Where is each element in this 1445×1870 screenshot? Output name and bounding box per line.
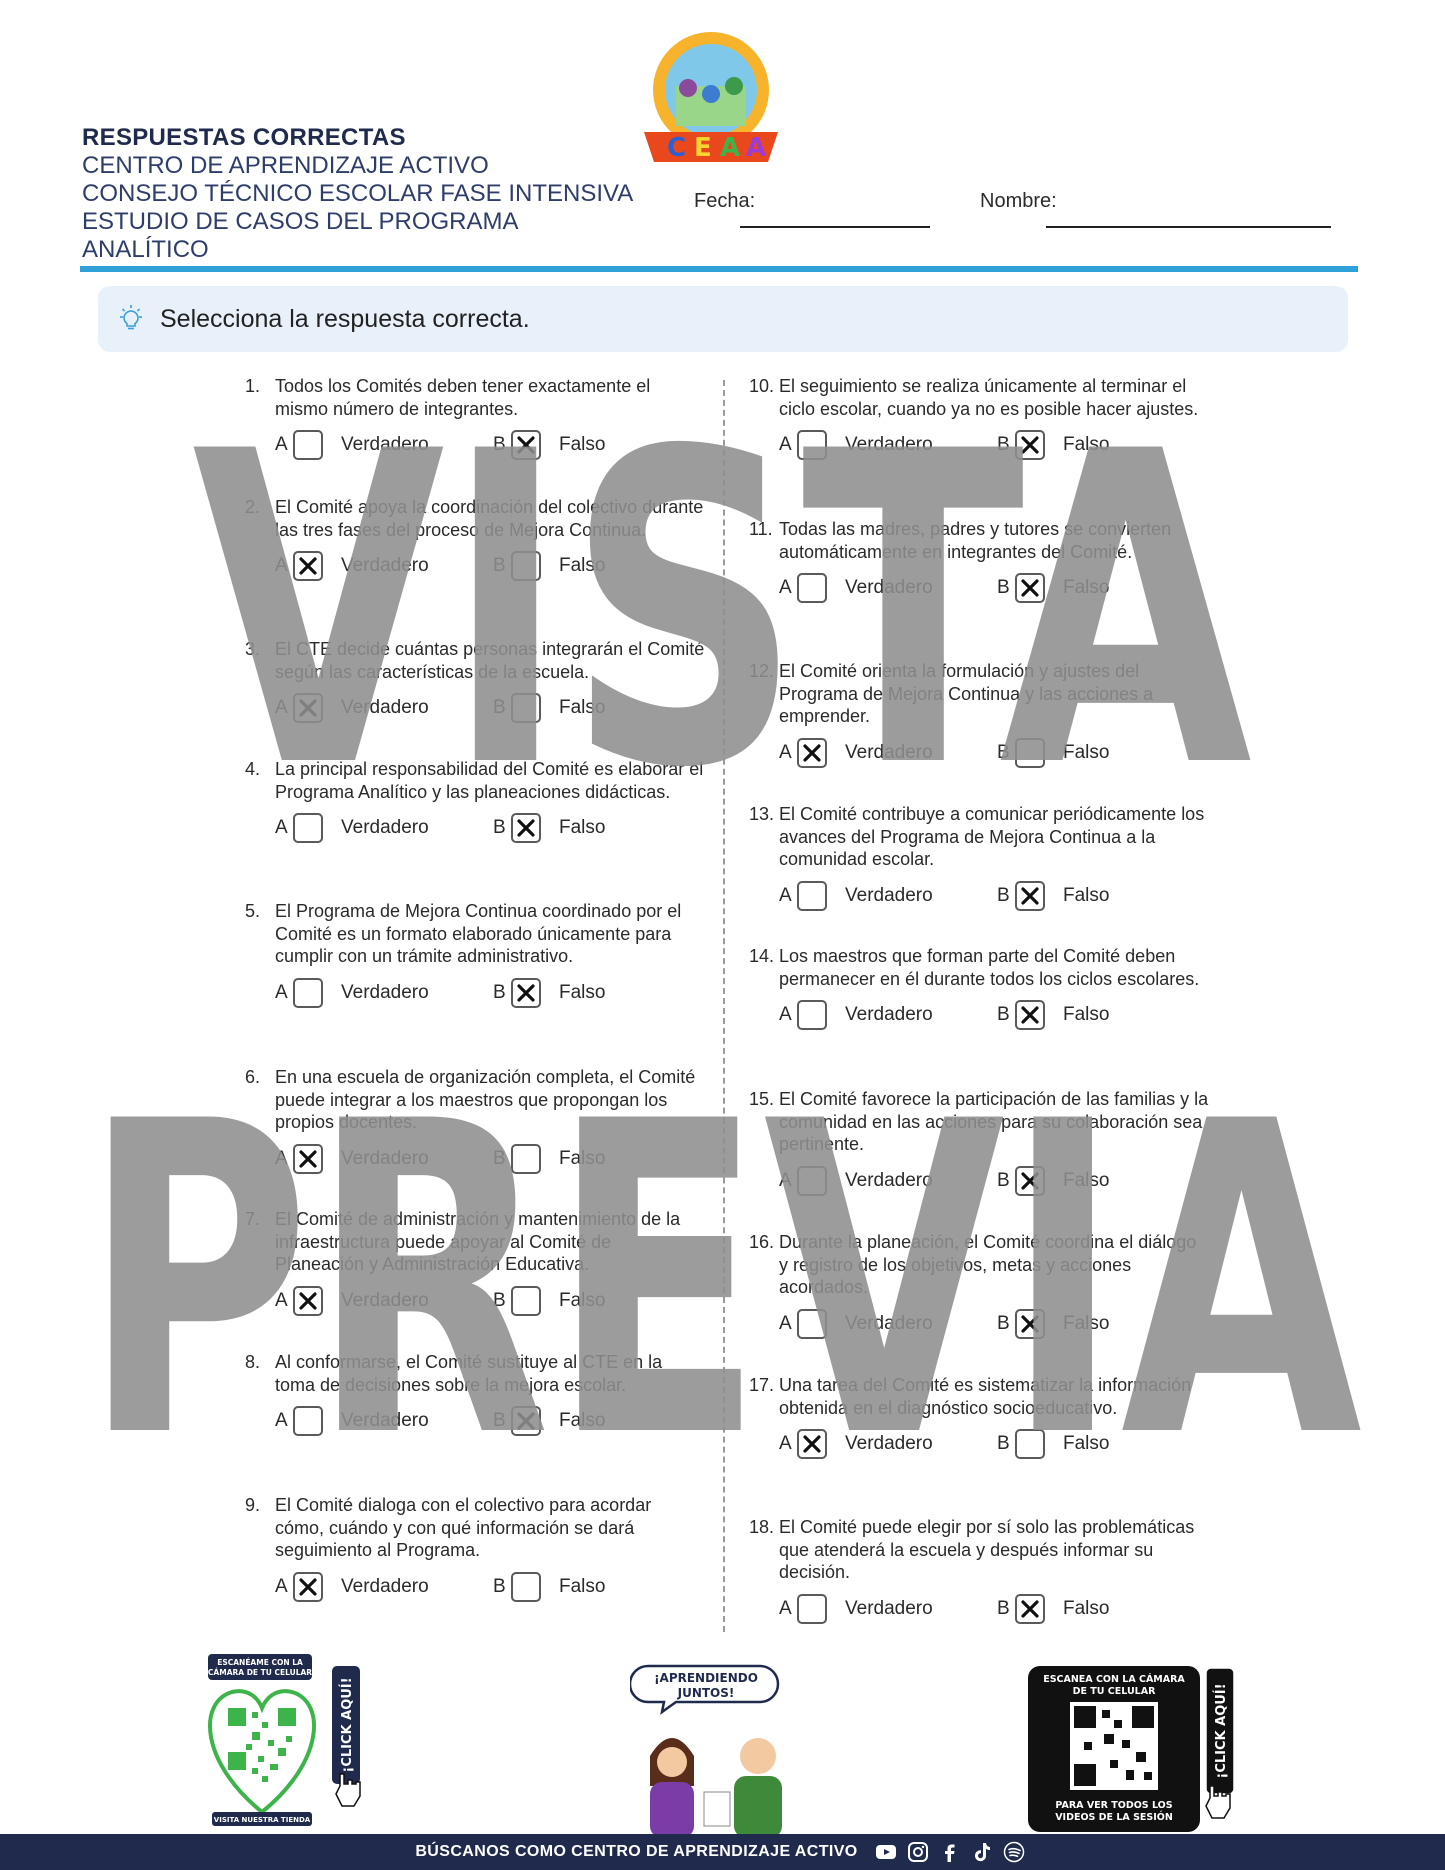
answer-checkbox[interactable] — [293, 1572, 323, 1602]
question-item — [749, 1088, 1209, 1191]
x-mark-icon — [1020, 578, 1040, 598]
option-label: Verdadero — [341, 1148, 429, 1169]
option-label: Falso — [1063, 742, 1110, 763]
question-body: El Comité favorece la participación de las familias y la comunidad en las acciones para su colaboración sea pertinente. — [779, 1089, 1209, 1154]
option-label: Verdadero — [845, 1170, 933, 1191]
option-label: Verdadero — [845, 434, 933, 455]
option-letter: A — [275, 1576, 288, 1597]
videos-qr[interactable] — [1026, 1664, 1236, 1834]
answer-options — [275, 691, 705, 725]
store-qr-heart[interactable] — [200, 1652, 380, 1828]
fecha-field[interactable] — [740, 226, 930, 228]
question-item — [245, 758, 705, 838]
option-label: Falso — [1063, 577, 1110, 598]
question-body: Al conformarse, el Comité sustituye al CTE en la toma de decisiones sobre la mejora escolar. — [275, 1352, 663, 1395]
instruction-text: Selecciona la respuesta correcta. — [160, 304, 530, 333]
question-number: 10. — [749, 376, 775, 396]
option-label: Falso — [1063, 1170, 1110, 1191]
option-label: Verdadero — [845, 1433, 933, 1454]
question-item — [749, 660, 1209, 763]
answer-options — [779, 736, 1209, 770]
answer-options — [779, 1307, 1209, 1341]
question-item — [245, 375, 705, 455]
answer-checkbox[interactable] — [511, 1572, 541, 1602]
option-a[interactable] — [779, 879, 933, 913]
option-b[interactable] — [493, 1404, 605, 1438]
option-b[interactable] — [493, 1142, 605, 1176]
answer-checkbox[interactable] — [797, 1594, 827, 1624]
facebook-icon[interactable] — [939, 1841, 961, 1863]
question-text — [245, 375, 705, 420]
question-item — [749, 803, 1209, 906]
aprendiendo-juntos-illustration — [630, 1652, 816, 1838]
option-a[interactable] — [779, 1164, 933, 1198]
option-a[interactable] — [275, 691, 429, 725]
question-text — [749, 375, 1209, 420]
question-number: 16. — [749, 1232, 775, 1252]
question-number: 15. — [749, 1089, 775, 1109]
question-text — [245, 638, 705, 683]
option-letter: A — [779, 885, 792, 906]
option-label: Verdadero — [845, 1004, 933, 1025]
x-mark-icon — [298, 698, 318, 718]
option-letter: B — [493, 555, 506, 576]
question-body: Los maestros que forman parte del Comité deben permanecer en él durante todos los ciclos escolares. — [779, 946, 1200, 989]
answer-checkbox[interactable] — [1015, 738, 1045, 768]
question-body: El Comité contribuye a comunicar periódicamente los avances del Programa de Mejora Continua a la comunidad escolar. — [779, 804, 1205, 869]
option-letter: A — [275, 1290, 288, 1311]
option-letter: B — [997, 1004, 1010, 1025]
question-body: Todas las madres, padres y tutores se convierten automáticamente en integrantes del Comité. — [779, 519, 1172, 562]
answer-checkbox[interactable] — [1015, 573, 1045, 603]
option-b[interactable] — [493, 691, 605, 725]
answer-checkbox[interactable] — [511, 978, 541, 1008]
logo-letter-c: C — [667, 133, 687, 163]
answer-checkbox[interactable] — [293, 693, 323, 723]
answer-checkbox[interactable] — [797, 881, 827, 911]
header-line-1: CENTRO DE APRENDIZAJE ACTIVO — [82, 152, 489, 179]
answer-checkbox[interactable] — [1015, 881, 1045, 911]
option-label: Verdadero — [341, 1576, 429, 1597]
option-b[interactable] — [997, 428, 1109, 462]
instagram-icon[interactable] — [907, 1841, 929, 1863]
option-a[interactable] — [275, 1570, 429, 1604]
answer-options — [779, 879, 1209, 913]
logo-letter-e: E — [694, 133, 712, 163]
option-a[interactable] — [779, 1307, 933, 1341]
question-text — [245, 496, 705, 541]
option-letter: A — [779, 1313, 792, 1334]
option-a[interactable] — [779, 736, 933, 770]
header-divider — [80, 266, 1358, 272]
option-b[interactable] — [997, 1427, 1109, 1461]
x-mark-icon — [516, 818, 536, 838]
qr-left-caption-top-1: ESCANÉAME CON LA — [217, 1658, 303, 1667]
option-letter: B — [493, 1290, 506, 1311]
answer-options — [275, 549, 705, 583]
answer-checkbox[interactable] — [1015, 1594, 1045, 1624]
lightbulb-icon — [116, 304, 146, 334]
x-mark-icon — [802, 1434, 822, 1454]
question-text — [245, 1494, 705, 1562]
qr-right-caption-bottom-1: PARA VER TODOS LOS — [1055, 1800, 1173, 1811]
click-here-left[interactable]: ¡CLICK AQUÍ! — [340, 1677, 355, 1773]
question-item — [749, 1374, 1209, 1454]
answer-checkbox[interactable] — [511, 430, 541, 460]
answer-checkbox[interactable] — [1015, 1166, 1045, 1196]
option-label: Verdadero — [341, 697, 429, 718]
answer-options — [275, 428, 705, 462]
option-a[interactable] — [275, 811, 429, 845]
x-mark-icon — [1020, 1599, 1040, 1619]
x-mark-icon — [516, 435, 536, 455]
question-item — [245, 638, 705, 718]
x-mark-icon — [298, 1577, 318, 1597]
question-body: El Comité dialoga con el colectivo para acordar cómo, cuándo y con qué información se dará seguimiento al Programa. — [275, 1495, 652, 1560]
option-letter: A — [275, 697, 288, 718]
option-label: Verdadero — [341, 982, 429, 1003]
option-a[interactable] — [779, 571, 933, 605]
option-a[interactable] — [275, 1404, 429, 1438]
x-mark-icon — [802, 743, 822, 763]
answer-checkbox[interactable] — [511, 693, 541, 723]
option-label: Falso — [559, 434, 606, 455]
answer-options — [779, 998, 1209, 1032]
option-b[interactable] — [493, 1284, 605, 1318]
answer-options — [779, 428, 1209, 462]
option-letter: A — [779, 434, 792, 455]
option-letter: A — [275, 982, 288, 1003]
option-letter: B — [493, 434, 506, 455]
question-body: La principal responsabilidad del Comité es elaborar el Programa Analítico y las planeaciones didácticas. — [275, 759, 704, 802]
answer-options — [779, 1164, 1209, 1198]
header-line-2: CONSEJO TÉCNICO ESCOLAR FASE INTENSIVA — [82, 180, 634, 207]
option-a[interactable] — [275, 976, 429, 1010]
qr-left-caption-top-2: CÁMARA DE TU CELULAR — [207, 1668, 313, 1677]
option-letter: B — [493, 1148, 506, 1169]
option-label: Verdadero — [845, 1313, 933, 1334]
x-mark-icon — [1020, 886, 1040, 906]
question-number: 4. — [245, 759, 261, 779]
option-letter: A — [779, 742, 792, 763]
watermark-line-1: VISTA — [192, 362, 1255, 862]
answer-checkbox[interactable] — [1015, 1429, 1045, 1459]
answer-options — [275, 811, 705, 845]
question-number: 5. — [245, 901, 261, 921]
question-item — [245, 1494, 705, 1597]
answer-checkbox[interactable] — [797, 1429, 827, 1459]
option-label: Falso — [559, 1290, 606, 1311]
question-text — [245, 1066, 705, 1134]
nombre-label: Nombre: — [980, 190, 1057, 212]
x-mark-icon — [516, 983, 536, 1003]
qr-right-caption-top-1: ESCANEA CON LA CÁMARA — [1043, 1674, 1185, 1685]
answer-checkbox[interactable] — [293, 1406, 323, 1436]
answer-options — [779, 1592, 1209, 1626]
option-label: Verdadero — [341, 555, 429, 576]
question-item — [245, 1208, 705, 1311]
option-b[interactable] — [997, 879, 1109, 913]
x-mark-icon — [1020, 1314, 1040, 1334]
option-letter: B — [997, 1313, 1010, 1334]
question-text — [749, 1374, 1209, 1419]
header-title-block — [82, 124, 642, 264]
answer-checkbox[interactable] — [293, 813, 323, 843]
option-b[interactable] — [493, 549, 605, 583]
option-letter: A — [275, 817, 288, 838]
answer-checkbox[interactable] — [797, 1166, 827, 1196]
answer-checkbox[interactable] — [293, 1144, 323, 1174]
question-item — [245, 900, 705, 1003]
option-b[interactable] — [493, 428, 605, 462]
question-item — [749, 375, 1209, 455]
ceaa-logo — [636, 28, 786, 164]
option-label: Verdadero — [845, 885, 933, 906]
fecha-label: Fecha: — [694, 190, 756, 212]
option-a[interactable] — [275, 1142, 429, 1176]
answer-options — [779, 571, 1209, 605]
option-label: Verdadero — [845, 742, 933, 763]
option-label: Falso — [1063, 885, 1110, 906]
qr-right-caption-top-2: DE TU CELULAR — [1072, 1686, 1156, 1697]
option-letter: B — [493, 697, 506, 718]
option-b[interactable] — [997, 1592, 1109, 1626]
option-letter: A — [779, 1170, 792, 1191]
x-mark-icon — [298, 1149, 318, 1169]
question-item — [245, 1351, 705, 1431]
question-number: 17. — [749, 1375, 775, 1395]
question-number: 2. — [245, 497, 261, 517]
answer-checkbox[interactable] — [797, 430, 827, 460]
instruction-bar — [98, 286, 1348, 352]
x-mark-icon — [298, 556, 318, 576]
option-label: Falso — [559, 982, 606, 1003]
question-body: Durante la planeación, el Comité coordina el diálogo y registro de los objetivos, metas y acciones acordados. — [779, 1232, 1197, 1297]
question-number: 1. — [245, 376, 261, 396]
question-body: El Comité apoya la coordinación del colectivo durante las tres fases del proceso de Mejora Continua. — [275, 497, 704, 540]
x-mark-icon — [1020, 435, 1040, 455]
option-b[interactable] — [997, 998, 1109, 1032]
answer-checkbox[interactable] — [511, 1144, 541, 1174]
option-label: Falso — [1063, 434, 1110, 455]
option-label: Verdadero — [341, 1290, 429, 1311]
option-b[interactable] — [493, 811, 605, 845]
question-item — [749, 945, 1209, 1025]
question-number: 6. — [245, 1067, 261, 1087]
logo-letter-a2: A — [746, 133, 767, 163]
option-b[interactable] — [493, 1570, 605, 1604]
question-body: El Comité puede elegir por sí solo las problemáticas que atenderá la escuela y después informar su decisión. — [779, 1517, 1195, 1582]
question-body: El Comité de administración y mantenimiento de la infraestructura puede apoyar al Comité de Planeación y Administración Educativa. — [275, 1209, 681, 1274]
footer-bar — [0, 1834, 1445, 1870]
bubble-line-2: JUNTOS! — [677, 1686, 735, 1700]
answers-title: RESPUESTAS CORRECTAS — [82, 124, 406, 151]
option-letter: B — [997, 742, 1010, 763]
question-body: El Comité orienta la formulación y ajustes del Programa de Mejora Continua y las acciones a emprender. — [779, 661, 1154, 726]
column-divider — [723, 380, 725, 1632]
bubble-line-1: ¡APRENDIENDO — [654, 1671, 758, 1685]
question-text — [245, 758, 705, 803]
answer-checkbox[interactable] — [293, 551, 323, 581]
option-a[interactable] — [779, 1427, 933, 1461]
answer-checkbox[interactable] — [293, 430, 323, 460]
footer-text: BÚSCANOS COMO CENTRO DE APRENDIZAJE ACTIVO — [415, 1843, 858, 1860]
question-number: 14. — [749, 946, 775, 966]
question-text — [749, 945, 1209, 990]
question-item — [245, 1066, 705, 1169]
question-number: 12. — [749, 661, 775, 681]
question-item — [749, 1516, 1209, 1619]
question-body: Todos los Comités deben tener exactamente el mismo número de integrantes. — [275, 376, 651, 419]
option-letter: B — [997, 885, 1010, 906]
logo-letter-a1: A — [720, 133, 741, 163]
option-b[interactable] — [997, 571, 1109, 605]
option-a[interactable] — [275, 1284, 429, 1318]
option-letter: A — [275, 555, 288, 576]
x-mark-icon — [298, 1291, 318, 1311]
question-text — [749, 1516, 1209, 1584]
answer-options — [275, 1142, 705, 1176]
answer-checkbox[interactable] — [1015, 1309, 1045, 1339]
answer-checkbox[interactable] — [797, 573, 827, 603]
question-number: 9. — [245, 1495, 261, 1515]
answer-checkbox[interactable] — [797, 738, 827, 768]
option-letter: A — [275, 1410, 288, 1431]
option-label: Falso — [559, 1148, 606, 1169]
question-text — [749, 660, 1209, 728]
option-label: Verdadero — [341, 1410, 429, 1431]
header-line-3: ESTUDIO DE CASOS DEL PROGRAMA — [82, 208, 519, 235]
option-label: Falso — [1063, 1004, 1110, 1025]
option-a[interactable] — [779, 428, 933, 462]
option-letter: B — [493, 1410, 506, 1431]
answer-options — [275, 1284, 705, 1318]
question-body: Una tarea del Comité es sistematizar la información obtenida en el diagnóstico socioeducativo. — [779, 1375, 1192, 1418]
answer-checkbox[interactable] — [293, 1286, 323, 1316]
option-label: Verdadero — [845, 1598, 933, 1619]
option-label: Falso — [1063, 1433, 1110, 1454]
question-item — [749, 1231, 1209, 1334]
answer-checkbox[interactable] — [1015, 430, 1045, 460]
header-line-4: ANALÍTICO — [82, 236, 209, 263]
x-mark-icon — [1020, 1171, 1040, 1191]
answer-checkbox[interactable] — [1015, 1000, 1045, 1030]
question-item — [749, 518, 1209, 598]
option-letter: B — [493, 817, 506, 838]
x-mark-icon — [516, 1411, 536, 1431]
option-letter: B — [493, 1576, 506, 1597]
youtube-icon[interactable] — [875, 1841, 897, 1863]
option-label: Verdadero — [341, 434, 429, 455]
question-number: 7. — [245, 1209, 261, 1229]
answer-options — [275, 976, 705, 1010]
answer-checkbox[interactable] — [293, 978, 323, 1008]
question-number: 18. — [749, 1517, 775, 1537]
option-letter: A — [779, 1004, 792, 1025]
question-text — [245, 900, 705, 968]
x-mark-icon — [1020, 1005, 1040, 1025]
question-number: 8. — [245, 1352, 261, 1372]
question-text — [245, 1208, 705, 1276]
qr-right-caption-bottom-2: VIDEOS DE LA SESIÓN — [1055, 1812, 1173, 1823]
answer-checkbox[interactable] — [797, 1000, 827, 1030]
option-b[interactable] — [997, 736, 1109, 770]
answer-options — [275, 1570, 705, 1604]
option-letter: A — [779, 1433, 792, 1454]
option-letter: A — [779, 577, 792, 598]
option-label: Verdadero — [845, 577, 933, 598]
option-letter: B — [997, 1598, 1010, 1619]
question-number: 11. — [749, 519, 773, 539]
answer-checkbox[interactable] — [511, 551, 541, 581]
option-a[interactable] — [275, 428, 429, 462]
option-letter: A — [275, 1148, 288, 1169]
question-number: 13. — [749, 804, 775, 824]
option-letter: B — [997, 1170, 1010, 1191]
question-text — [749, 1231, 1209, 1299]
answer-checkbox[interactable] — [511, 1406, 541, 1436]
qr-left-caption-bottom: VISITA NUESTRA TIENDA — [213, 1816, 311, 1824]
question-number: 3. — [245, 639, 261, 659]
option-letter: B — [493, 982, 506, 1003]
tiktok-icon[interactable] — [971, 1841, 993, 1863]
answer-checkbox[interactable] — [797, 1309, 827, 1339]
option-b[interactable] — [493, 976, 605, 1010]
option-a[interactable] — [779, 998, 933, 1032]
option-label: Falso — [559, 817, 606, 838]
option-label: Verdadero — [341, 817, 429, 838]
option-b[interactable] — [997, 1307, 1109, 1341]
question-body: El Programa de Mejora Continua coordinado por el Comité es un formato elaborado únicamente para cumplir con un trámite administrativo. — [275, 901, 682, 966]
option-letter: B — [997, 577, 1010, 598]
option-letter: A — [779, 1598, 792, 1619]
option-label: Falso — [559, 555, 606, 576]
question-body: El CTE decide cuántas personas integrarán el Comité según las características de la escuela. — [275, 639, 705, 682]
option-label: Falso — [559, 1410, 606, 1431]
option-label: Falso — [1063, 1313, 1110, 1334]
answer-options — [275, 1404, 705, 1438]
question-text — [749, 803, 1209, 871]
option-label: Falso — [1063, 1598, 1110, 1619]
question-text — [749, 1088, 1209, 1156]
option-letter: B — [997, 1433, 1010, 1454]
question-item — [245, 496, 705, 576]
nombre-field[interactable] — [1046, 226, 1331, 228]
watermark-line-2: PREVIA — [82, 1032, 1365, 1532]
question-text — [245, 1351, 705, 1396]
spotify-icon[interactable] — [1003, 1841, 1025, 1863]
option-letter: B — [997, 434, 1010, 455]
question-body: El seguimiento se realiza únicamente al terminar el ciclo escolar, cuando ya no es posible hacer ajustes. — [779, 376, 1199, 419]
question-body: En una escuela de organización completa, el Comité puede integrar a los maestros que propongan los propios docentes. — [275, 1067, 696, 1132]
option-letter: A — [275, 434, 288, 455]
click-here-right[interactable]: ¡CLICK AQUÍ! — [1214, 1683, 1229, 1779]
answer-checkbox[interactable] — [511, 1286, 541, 1316]
question-text — [749, 518, 1209, 563]
option-b[interactable] — [997, 1164, 1109, 1198]
option-label: Falso — [559, 1576, 606, 1597]
option-a[interactable] — [779, 1592, 933, 1626]
option-label: Falso — [559, 697, 606, 718]
option-a[interactable] — [275, 549, 429, 583]
answer-checkbox[interactable] — [511, 813, 541, 843]
answer-options — [779, 1427, 1209, 1461]
